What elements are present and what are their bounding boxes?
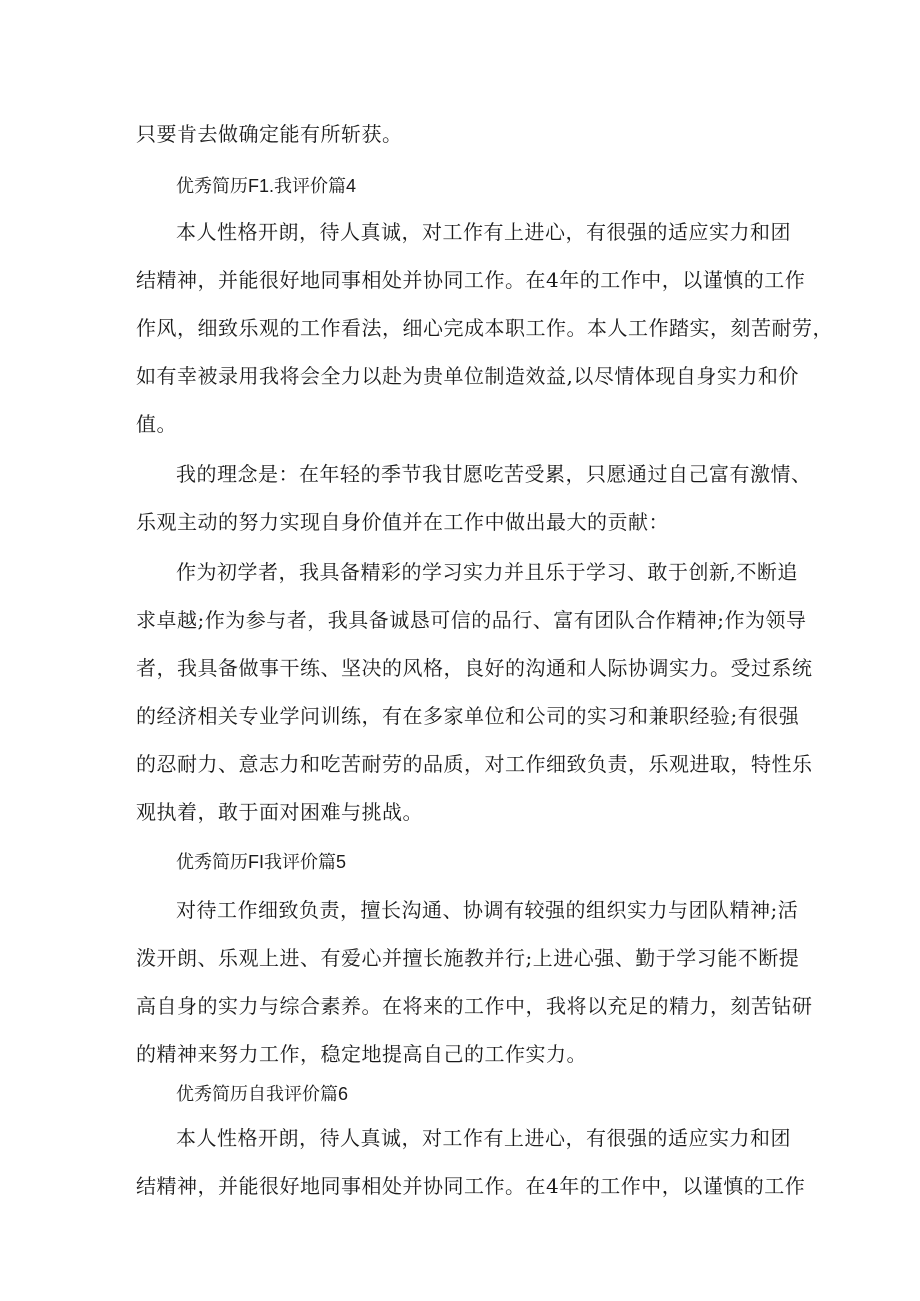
text-line: 只要肯去做确定能有所斩获。 [136,122,403,146]
paragraph-line: 我的理念是：在年轻的季节我甘愿吃苦受累，只愿通过自己富有激情、 [176,462,812,486]
section-heading-5: 优秀简历FI我评价篇5 [176,852,347,872]
paragraph-line: 泼开朗、乐观上进、有爱心并擅长施教并行;上进心强、勤于学习能不断提 [136,946,800,970]
paragraph-line: 作为初学者，我具备精彩的学习实力并且乐于学习、敢于创新,不断追 [176,560,798,584]
paragraph-line: 本人性格开朗，待人真诚，对工作有上进心，有很强的适应实力和团 [176,1126,791,1150]
paragraph-line: 如有幸被录用我将会全力以赴为贵单位制造效益,以尽情体现自身实力和价 [136,364,799,388]
paragraph-line: 观执着，敢于面对困难与挑战。 [136,800,423,824]
paragraph-line: 求卓越;作为参与者，我具备诚恳可信的品行、富有团队合作精神;作为领导 [136,608,807,632]
paragraph-line: 本人性格开朗，待人真诚，对工作有上进心，有很强的适应实力和团 [176,220,791,244]
paragraph-line: 的经济相关专业学问训练，有在多家单位和公司的实习和兼职经验;有很强 [136,704,800,728]
paragraph-line: 值。 [136,412,177,436]
paragraph-line: 乐观主动的努力实现自身价值并在工作中做出最大的贡献： [136,510,669,534]
paragraph-line: 的忍耐力、意志力和吃苦耐劳的品质，对工作细致负责，乐观进取，特性乐 [136,752,813,776]
paragraph-line: 的精神来努力工作，稳定地提高自己的工作实力。 [136,1042,587,1066]
paragraph-line: 高自身的实力与综合素养。在将来的工作中，我将以充足的精力，刻苦钻研 [136,994,813,1018]
paragraph-line: 者，我具备做事干练、坚决的风格，良好的沟通和人际协调实力。受过系统 [136,656,813,680]
paragraph-line: 结精神，并能很好地同事相处并协同工作。在4年的工作中，以谨慎的工作 [136,268,806,292]
paragraph-line: 结精神，并能很好地同事相处并协同工作。在4年的工作中，以谨慎的工作 [136,1174,806,1198]
paragraph-line: 对待工作细致负责，擅长沟通、协调有较强的组织实力与团队精神;活 [176,898,799,922]
section-heading-4: 优秀简历F1.我评价篇4 [176,176,357,196]
paragraph-line: 作风，细致乐观的工作看法，细心完成本职工作。本人工作踏实，刻苦耐劳， [136,316,833,340]
section-heading-6: 优秀简历自我评价篇6 [176,1084,349,1104]
